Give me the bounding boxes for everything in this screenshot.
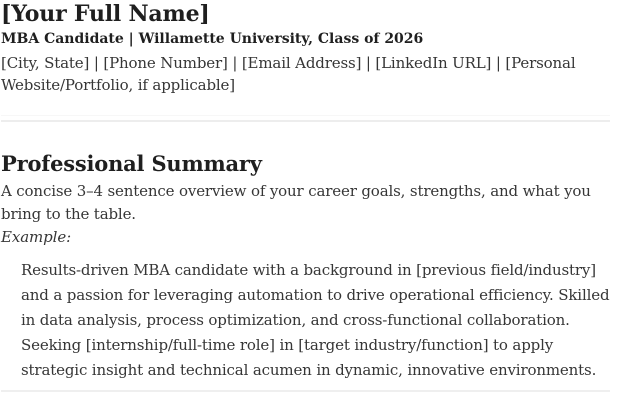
resume-header (1, 2, 610, 96)
example-summary-text: Results-driven MBA candidate with a background in [previous field/industry] and a passion for leveraging automation to drive operational efficiency. Skilled in data analysis, process optimization, and cross-functional collaboration. Seeking [internship/full-time role] in [target industry/function] to apply strategic insight and technical acumen in dynamic, innovative environments. (21, 261, 610, 379)
section-divider-top (1, 115, 610, 122)
section-divider-bottom (1, 390, 610, 392)
tagline-line: MBA Candidate | Willamette University, Class of 2026 (1, 31, 424, 47)
professional-summary-section (1, 150, 610, 383)
summary-description: A concise 3–4 sentence overview of your career goals, strengths, and what you bring to the table. (1, 182, 591, 223)
full-name-heading: [Your Full Name] (1, 1, 210, 27)
professional-summary-heading: Professional Summary (1, 151, 262, 176)
contact-info-line: [City, State] | [Phone Number] | [Email Address] | [LinkedIn URL] | [Personal Website/Portfolio, if applicable] (1, 54, 576, 94)
example-label: Example: (1, 228, 72, 246)
